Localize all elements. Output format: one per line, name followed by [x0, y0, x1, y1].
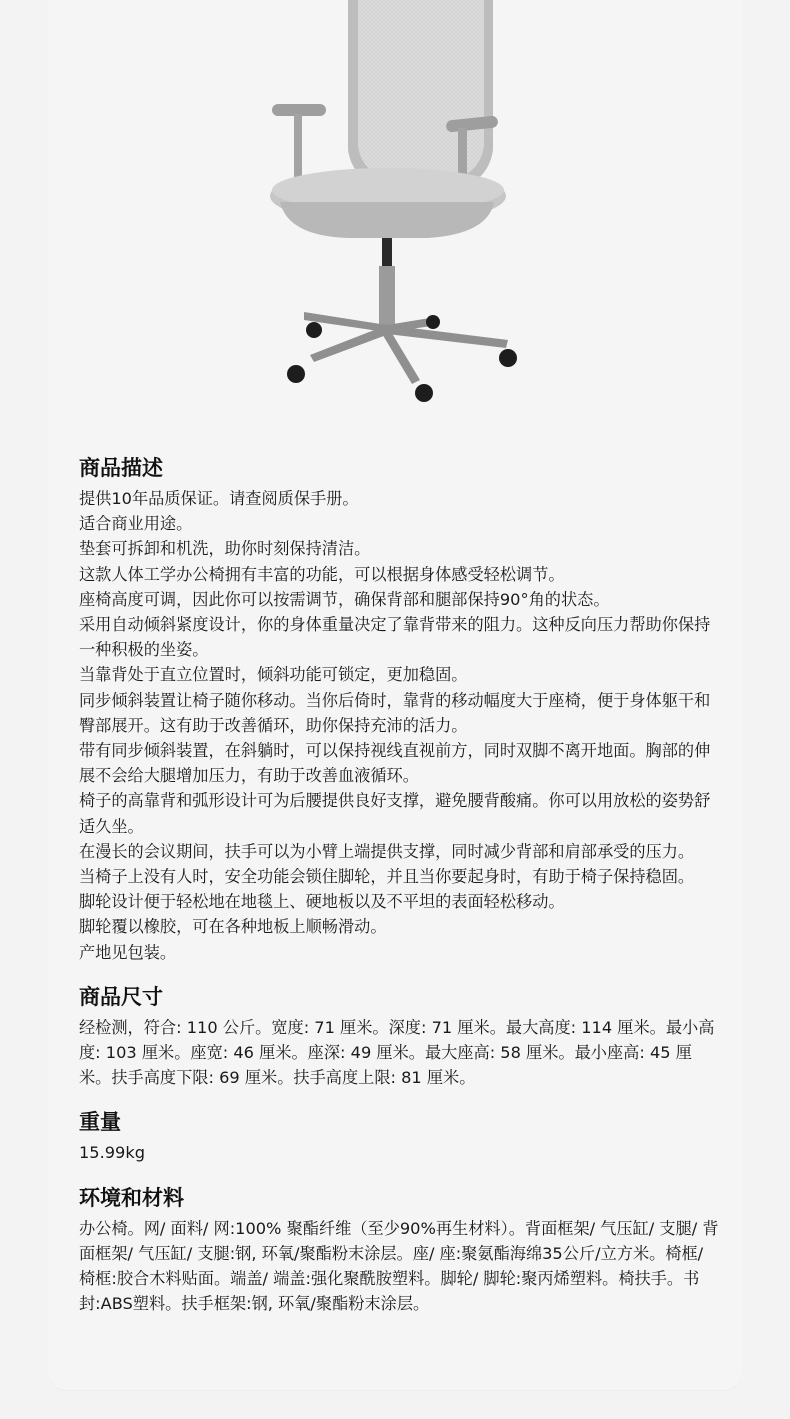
description-line: 在漫长的会议期间，扶手可以为小臂上端提供支撑，同时减少背部和肩部承受的压力。 — [79, 841, 695, 861]
weight-text: 15.99kg — [79, 1143, 145, 1163]
description-line: 同步倾斜装置让椅子随你移动。当你后倚时，靠背的移动幅度大于座椅，便于身体躯干和臀部展开。这有助于改善循环，助你保持充沛的活力。 — [79, 690, 711, 735]
description-line: 带有同步倾斜装置，在斜躺时，可以保持视线直视前方，同时双脚不离开地面。胸部的伸展不会给大腿增加压力，有助于改善血液循环。 — [79, 741, 711, 786]
dimensions-text: 经检测，符合: 110 公斤。宽度: 71 厘米。深度: 71 厘米。最大高度: 114 厘米。最小高度: 103 厘米。座宽: 46 厘米。座深: 49 厘米。最大座高: 58 厘米。最小座高: 45 厘米。扶手高度下限: 69 厘米。扶手高度上限: 81 厘米。 — [79, 1017, 715, 1088]
office-chair-image — [48, 0, 742, 420]
description-line: 采用自动倾斜紧度设计，你的身体重量决定了靠背带来的阻力。这种反向压力帮助你保持一种积极的坐姿。 — [79, 615, 711, 660]
description-line: 适合商业用途。 — [79, 514, 193, 534]
description-line: 当椅子上没有人时，安全功能会锁住脚轮，并且当你要起身时，有助于椅子保持稳固。 — [79, 867, 695, 887]
description-line: 座椅高度可调，因此你可以按需调节，确保背部和腿部保持90°角的状态。 — [79, 589, 610, 609]
description-line: 产地见包装。 — [79, 942, 177, 962]
description-line: 这款人体工学办公椅拥有丰富的功能，可以根据身体感受轻松调节。 — [79, 564, 565, 584]
materials-text: 办公椅。网/ 面料/ 网:100% 聚酯纤维（至少90%再生材料）。背面框架/ 气压缸/ 支腿/ 背面框架/ 气压缸/ 支腿:钢, 环氧/聚酯粉末涂层。座/ 座:聚氨酯海绵35公斤/立方米。椅框/ 椅框:胶合木料贴面。端盖/ 端盖:强化聚酰胺塑料。脚轮/ 脚轮:聚丙烯塑料。椅扶手。书封:ABS塑料。扶手框架:钢, 环氧/聚酯粉末涂层。 — [79, 1218, 719, 1314]
weight-title: 重量 — [79, 1110, 121, 1135]
product-image-area — [48, 0, 742, 420]
product-card — [48, 0, 742, 1390]
weight-section — [79, 1104, 719, 1165]
description-line: 脚轮覆以橡胶，可在各种地板上顺畅滑动。 — [79, 917, 387, 937]
product-details — [79, 450, 719, 1330]
dimensions-title: 商品尺寸 — [79, 984, 163, 1009]
description-section — [79, 450, 719, 965]
description-title: 商品描述 — [79, 456, 163, 480]
materials-section — [79, 1180, 719, 1317]
description-line: 当靠背处于直立位置时，倾斜功能可锁定，更加稳固。 — [79, 665, 468, 685]
description-line: 提供10年品质保证。请查阅质保手册。 — [79, 489, 359, 508]
materials-title: 环境和材料 — [79, 1185, 184, 1210]
description-line: 脚轮设计便于轻松地在地毯上、硬地板以及不平坦的表面轻松移动。 — [79, 892, 565, 912]
dimensions-section — [79, 979, 719, 1091]
description-line: 垫套可拆卸和机洗，助你时刻保持清洁。 — [79, 539, 371, 559]
description-line: 椅子的高靠背和弧形设计可为后腰提供良好支撑，避免腰背酸痛。你可以用放松的姿势舒适久坐。 — [79, 791, 711, 836]
